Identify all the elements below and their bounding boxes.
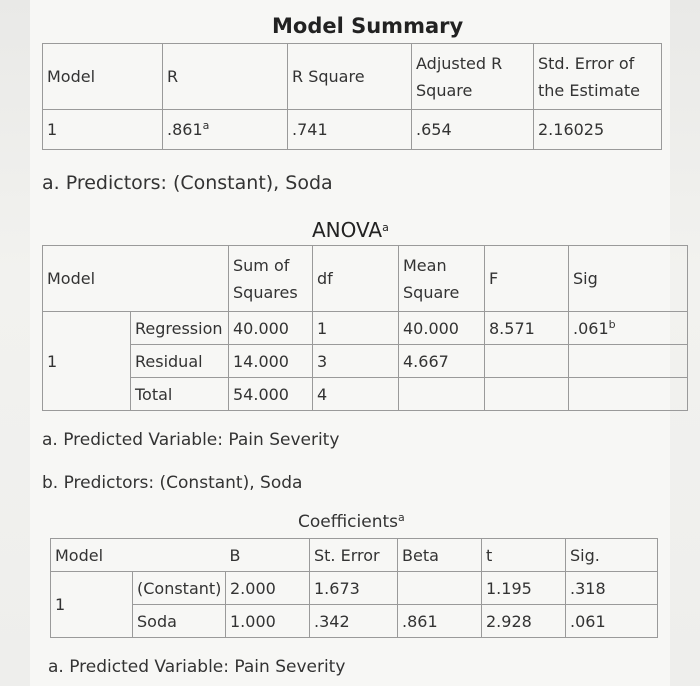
- coef-sig-soda: .061: [566, 605, 658, 638]
- anova-label-residual: Residual: [131, 345, 229, 378]
- model-summary-row: [43, 110, 662, 150]
- coef-b-constant: 2.000: [226, 572, 310, 605]
- coefficients-footnote: a. Predicted Variable: Pain Severity: [48, 657, 346, 677]
- header-std-error: [534, 44, 662, 110]
- anova-f-residual: [485, 345, 569, 378]
- anova-header-ms-line1: Mean: [403, 255, 447, 275]
- anova-footnote-a: a. Predicted Variable: Pain Severity: [42, 430, 340, 450]
- coef-beta-soda: .861: [398, 605, 482, 638]
- model-summary-table: [42, 43, 662, 150]
- anova-row-total: [43, 378, 688, 411]
- anova-ms-regression: 40.000: [399, 312, 485, 345]
- anova-header-df: df: [313, 246, 399, 312]
- anova-title-footnote-mark: a: [382, 221, 389, 234]
- cell-r: [163, 110, 288, 150]
- coef-label-constant: (Constant): [133, 572, 226, 605]
- coef-model-number: [51, 572, 133, 638]
- anova-ss-residual: 14.000: [229, 345, 313, 378]
- anova-title-text: ANOVA: [312, 218, 383, 242]
- anova-header-blank: [131, 246, 229, 312]
- anova-label-regression: Regression: [131, 312, 229, 345]
- anova-f-regression: 8.571: [485, 312, 569, 345]
- coef-row-constant: [51, 572, 658, 605]
- anova-model-cell-bottom: [43, 378, 131, 411]
- anova-ms-total: [399, 378, 485, 411]
- cell-model: 1: [43, 110, 163, 150]
- anova-header-mean-square: [399, 246, 485, 312]
- anova-ss-regression: 40.000: [229, 312, 313, 345]
- coef-row-soda: [51, 605, 658, 638]
- coef-se-soda: .342: [310, 605, 398, 638]
- coefficients-title-text: Coefficients: [298, 512, 398, 532]
- anova-df-regression: 1: [313, 312, 399, 345]
- coef-header-sig: Sig.: [566, 539, 658, 572]
- coef-header-blank: [133, 539, 226, 572]
- header-std-error-line2: the Estimate: [538, 80, 641, 100]
- cell-r-footnote-mark: a: [202, 119, 210, 132]
- model-summary-header-row: [43, 44, 662, 110]
- anova-row-residual: [43, 345, 688, 378]
- model-summary-footnote: a. Predictors: (Constant), Soda: [42, 172, 333, 194]
- anova-header-f: F: [485, 246, 569, 312]
- anova-header-row: [43, 246, 688, 312]
- header-r: R: [163, 44, 288, 110]
- header-std-error-line1: Std. Error of: [538, 53, 635, 73]
- anova-header-ms-line2: Square: [403, 282, 460, 302]
- coef-label-soda: Soda: [133, 605, 226, 638]
- anova-table: [42, 245, 688, 411]
- coefficients-title-footnote-mark: a: [398, 511, 405, 524]
- anova-ss-total: 54.000: [229, 378, 313, 411]
- coef-header-std-error: St. Error: [310, 539, 398, 572]
- anova-header-sig: Sig: [569, 246, 688, 312]
- header-r-square: R Square: [288, 44, 412, 110]
- anova-title: [312, 218, 389, 242]
- coef-se-constant: 1.673: [310, 572, 398, 605]
- anova-sig-footnote-mark: b: [608, 317, 616, 331]
- coef-header-beta: Beta: [398, 539, 482, 572]
- anova-header-model: Model: [43, 246, 131, 312]
- coefficients-title: [298, 512, 405, 532]
- coef-model-value: 1: [55, 595, 66, 614]
- anova-footnote-b: b. Predictors: (Constant), Soda: [42, 473, 303, 493]
- anova-sig-regression-value: .061: [573, 318, 609, 338]
- anova-model-number: 1: [43, 345, 131, 378]
- anova-sig-total: [569, 378, 688, 411]
- anova-header-ss-line1: Sum of: [233, 255, 290, 275]
- anova-header-sum-of-squares: [229, 246, 313, 312]
- coef-b-soda: 1.000: [226, 605, 310, 638]
- header-adjusted-line1: Adjusted R: [416, 53, 503, 73]
- header-model: Model: [43, 44, 163, 110]
- anova-ms-residual: 4.667: [399, 345, 485, 378]
- model-summary-title: Model Summary: [272, 14, 464, 38]
- anova-model-cell-top: [43, 312, 131, 345]
- coef-sig-constant: .318: [566, 572, 658, 605]
- cell-r-square: .741: [288, 110, 412, 150]
- anova-df-residual: 3: [313, 345, 399, 378]
- anova-f-total: [485, 378, 569, 411]
- coef-t-constant: 1.195: [482, 572, 566, 605]
- coefficients-table: [50, 538, 658, 638]
- anova-df-total: 4: [313, 378, 399, 411]
- anova-sig-residual: [569, 345, 688, 378]
- anova-row-regression: [43, 312, 688, 345]
- anova-sig-regression: [569, 312, 688, 345]
- coef-beta-constant: [398, 572, 482, 605]
- coef-header-t: t: [482, 539, 566, 572]
- coef-t-soda: 2.928: [482, 605, 566, 638]
- coefficients-header-row: [51, 539, 658, 572]
- cell-r-value: .861: [167, 120, 203, 139]
- header-adjusted-line2: Square: [416, 80, 473, 100]
- anova-header-ss-line2: Squares: [233, 282, 298, 302]
- coef-header-b: B: [226, 539, 310, 572]
- cell-adjusted-r-square: .654: [412, 110, 534, 150]
- header-adjusted-r-square: [412, 44, 534, 110]
- anova-label-total: Total: [131, 378, 229, 411]
- coef-header-model: Model: [51, 539, 133, 572]
- cell-std-error: 2.16025: [534, 110, 662, 150]
